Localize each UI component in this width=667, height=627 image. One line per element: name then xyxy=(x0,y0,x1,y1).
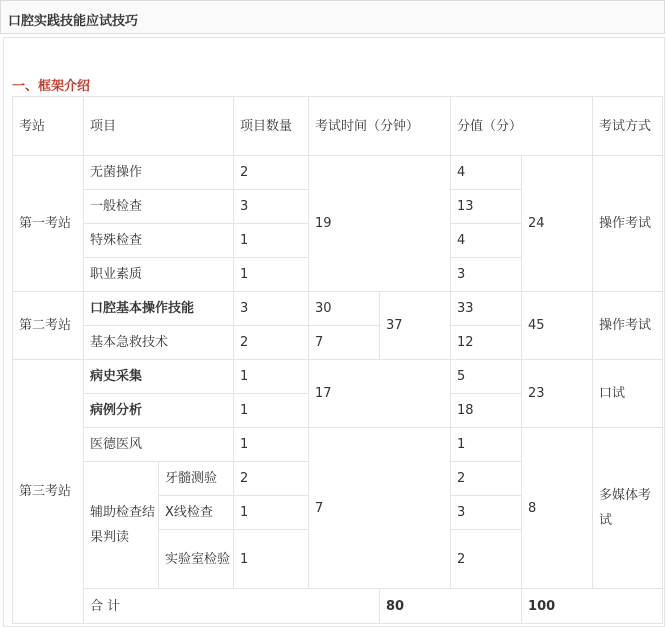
table-row xyxy=(13,156,663,190)
item-count: 1 xyxy=(234,224,309,258)
station3-score-b: 8 xyxy=(522,428,593,589)
aux-check-name: 辅助检查结果判读 xyxy=(84,462,159,589)
station2-name: 第二考站 xyxy=(13,292,84,360)
exam-framework-table xyxy=(12,96,663,624)
header-score: 分值（分） xyxy=(451,97,593,156)
item-name: 职业素质 xyxy=(84,258,234,292)
sub-item-name: 牙髓测验 xyxy=(159,462,234,496)
item-score: 12 xyxy=(451,326,522,360)
item-count: 3 xyxy=(234,292,309,326)
station1-score-total: 24 xyxy=(522,156,593,292)
page-header xyxy=(0,0,665,34)
item-name: 病例分析 xyxy=(84,394,234,428)
item-count: 1 xyxy=(234,360,309,394)
item-time: 7 xyxy=(309,326,380,360)
sub-item-count: 2 xyxy=(234,462,309,496)
item-score: 4 xyxy=(451,156,522,190)
header-station: 考站 xyxy=(13,97,84,156)
station2-method: 操作考试 xyxy=(593,292,663,360)
item-score: 18 xyxy=(451,394,522,428)
sub-item-score: 2 xyxy=(451,462,522,496)
sub-item-count: 1 xyxy=(234,496,309,530)
station3-method-a: 口试 xyxy=(593,360,663,428)
header-method: 考试方式 xyxy=(593,97,663,156)
item-name: 一般检查 xyxy=(84,190,234,224)
station3-name: 第三考站 xyxy=(13,360,84,624)
item-score: 4 xyxy=(451,224,522,258)
station1-method: 操作考试 xyxy=(593,156,663,292)
station3-time-b: 7 xyxy=(309,428,451,589)
footer-time: 80 xyxy=(380,589,522,624)
item-name: 口腔基本操作技能 xyxy=(84,292,234,326)
item-name: 无菌操作 xyxy=(84,156,234,190)
item-score: 5 xyxy=(451,360,522,394)
table-row xyxy=(13,428,663,462)
item-name: 病史采集 xyxy=(84,360,234,394)
station1-time: 19 xyxy=(309,156,451,292)
footer-label: 合 计 xyxy=(84,589,380,624)
sub-item-name: X线检查 xyxy=(159,496,234,530)
table-footer-row xyxy=(13,589,663,624)
section-title: 一、框架介绍 xyxy=(12,79,91,94)
item-count: 2 xyxy=(234,326,309,360)
item-count: 3 xyxy=(234,190,309,224)
item-name: 医德医风 xyxy=(84,428,234,462)
item-count: 1 xyxy=(234,258,309,292)
header-item: 项目 xyxy=(84,97,234,156)
item-score: 13 xyxy=(451,190,522,224)
station3-method-b: 多媒体考试 xyxy=(593,428,663,589)
sub-item-score: 3 xyxy=(451,496,522,530)
sub-item-count: 1 xyxy=(234,530,309,589)
item-count: 2 xyxy=(234,156,309,190)
sub-item-name: 实验室检验 xyxy=(159,530,234,589)
station3-score-a: 23 xyxy=(522,360,593,428)
sub-item-score: 2 xyxy=(451,530,522,589)
item-time: 30 xyxy=(309,292,380,326)
table-row xyxy=(13,360,663,394)
station1-name: 第一考站 xyxy=(13,156,84,292)
item-name: 基本急救技术 xyxy=(84,326,234,360)
item-score: 3 xyxy=(451,258,522,292)
item-count: 1 xyxy=(234,394,309,428)
item-score: 33 xyxy=(451,292,522,326)
header-count: 项目数量 xyxy=(234,97,309,156)
table-header-row xyxy=(13,97,663,156)
header-time: 考试时间（分钟） xyxy=(309,97,451,156)
footer-score: 100 xyxy=(522,589,663,624)
page-title: 口腔实践技能应试技巧 xyxy=(8,14,139,29)
table-row xyxy=(13,292,663,326)
item-count: 1 xyxy=(234,428,309,462)
station2-time-total: 37 xyxy=(380,292,451,360)
station2-score-total: 45 xyxy=(522,292,593,360)
item-name: 特殊检查 xyxy=(84,224,234,258)
item-score: 1 xyxy=(451,428,522,462)
station3-time-a: 17 xyxy=(309,360,451,428)
